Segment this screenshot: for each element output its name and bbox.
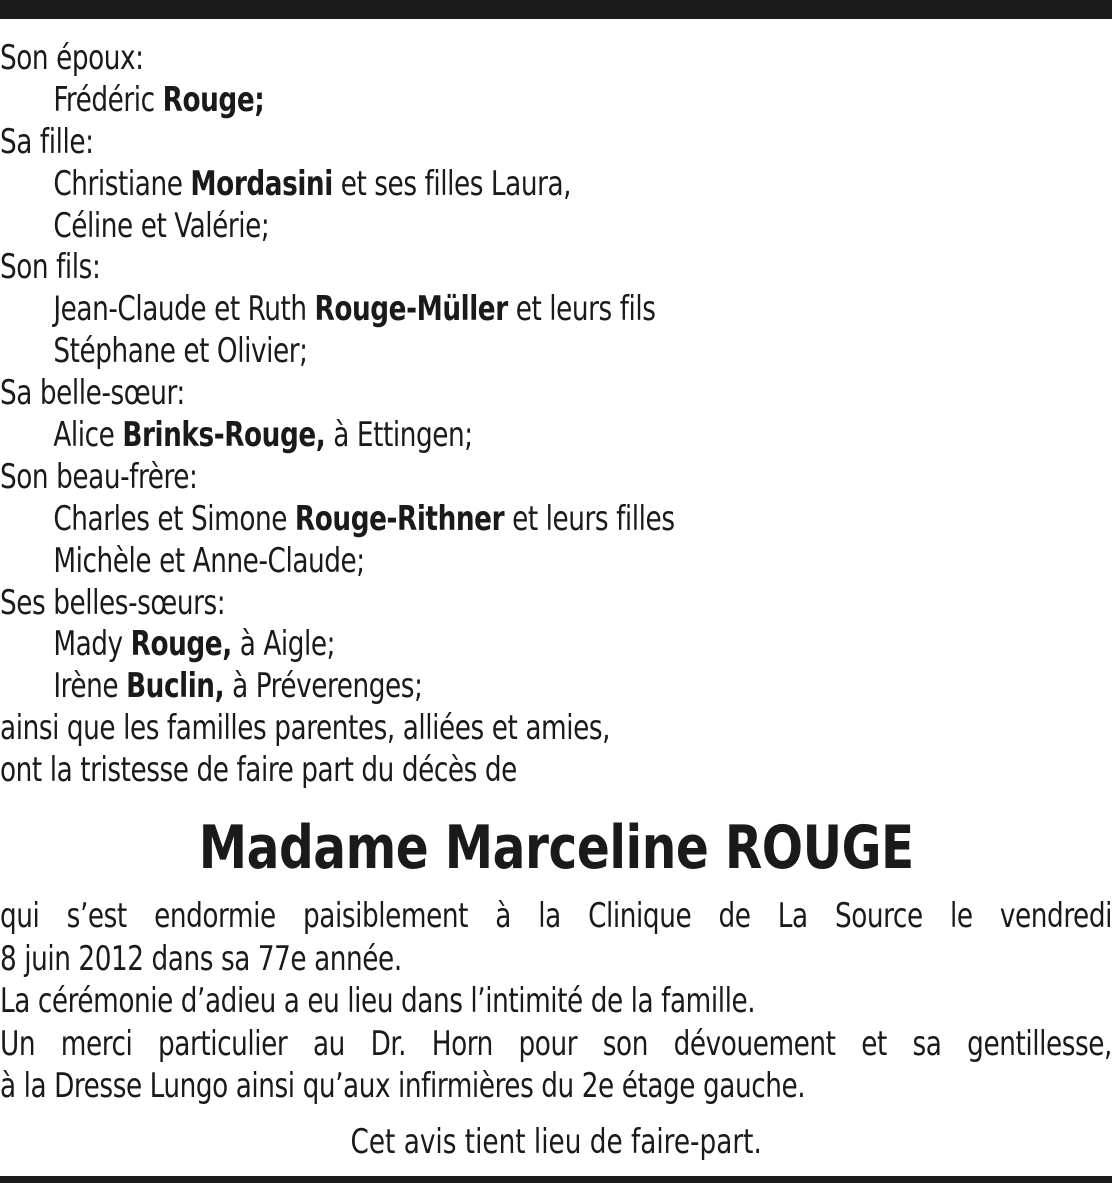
sisters-in-law-entry-2 [0,666,956,708]
paragraph-1-line-2: 8 juin 2012 dans sa 77e année. [0,938,402,979]
brother-in-law-surname: Rouge-Rithner [294,498,505,539]
daughter-rest: et ses filles Laura, [332,163,572,204]
daughter-surname: Mordasini [190,163,333,204]
spouse-entry [0,80,956,122]
sisters-in-law-1-rest: à Aigle; [231,624,336,665]
sisters-in-law-heading: Ses belles-sœurs: [0,582,226,623]
brother-in-law-entry [0,499,956,541]
sister-in-law-surname: Brinks-Rouge, [122,415,326,456]
daughter-entry-continued: Céline et Valérie; [53,205,270,246]
sister-in-law-given: Alice [53,415,123,456]
deceased-name-heading [0,812,1112,884]
paragraph-1-line-1: qui s’est endormie paisiblement à la Clinique de La Source le vendredi [0,896,1112,936]
sisters-in-law-2-rest: à Préverenges; [224,666,423,707]
closing-line-1: ainsi que les familles parentes, alliées et amies, [0,708,611,749]
son-entry-continued: Stéphane et Olivier; [53,331,308,372]
sisters-in-law-1-surname: Rouge, [130,624,232,665]
footer-note [0,1120,1112,1164]
brother-in-law-entry-continued: Michèle et Anne-Claude; [53,540,365,581]
son-surname: Rouge-Müller [314,289,508,330]
top-rule [0,0,1112,19]
family-list [0,38,956,792]
sister-in-law-heading: Sa belle-sœur: [0,373,185,414]
footer-text: Cet avis tient lieu de faire-part. [350,1122,762,1162]
paragraph-3-line-1: Un merci particulier au Dr. Horn pour son dévouement et sa gentillesse, [0,1023,1112,1064]
closing-line-2: ont la tristesse de faire part du décès de [0,750,517,791]
brother-in-law-given: Charles et Simone [53,498,295,539]
paragraph-2: La cérémonie d’adieu a eu lieu dans l’intimité de la famille. [0,981,756,1021]
sister-in-law-rest: à Ettingen; [325,415,473,456]
spouse-heading: Son époux: [0,38,144,78]
daughter-heading: Sa fille: [0,121,94,162]
brother-in-law-rest: et leurs filles [504,498,675,539]
son-heading: Son fils: [0,247,101,288]
sisters-in-law-2-given: Irène [53,666,127,707]
sisters-in-law-1-given: Mady [53,624,131,665]
paragraph-3-line-2: à la Dresse Lungo ainsi qu’aux infirmières du 2e étage gauche. [0,1066,806,1106]
sisters-in-law-2-surname: Buclin, [126,666,225,707]
son-rest: et leurs fils [507,289,656,330]
sisters-in-law-entry-1 [0,624,956,666]
brother-in-law-heading: Son beau-frère: [0,456,198,497]
daughter-given: Christiane [53,163,191,204]
spouse-given: Frédéric [53,79,163,120]
spouse-surname: Rouge; [162,79,265,120]
daughter-entry [0,164,956,206]
son-entry [0,289,956,331]
sister-in-law-entry [0,415,956,457]
bottom-rule [0,1176,1112,1183]
announcement-body [0,895,1112,1108]
son-given: Jean-Claude et Ruth [53,289,315,330]
deceased-name: Madame Marceline ROUGE [198,813,914,883]
